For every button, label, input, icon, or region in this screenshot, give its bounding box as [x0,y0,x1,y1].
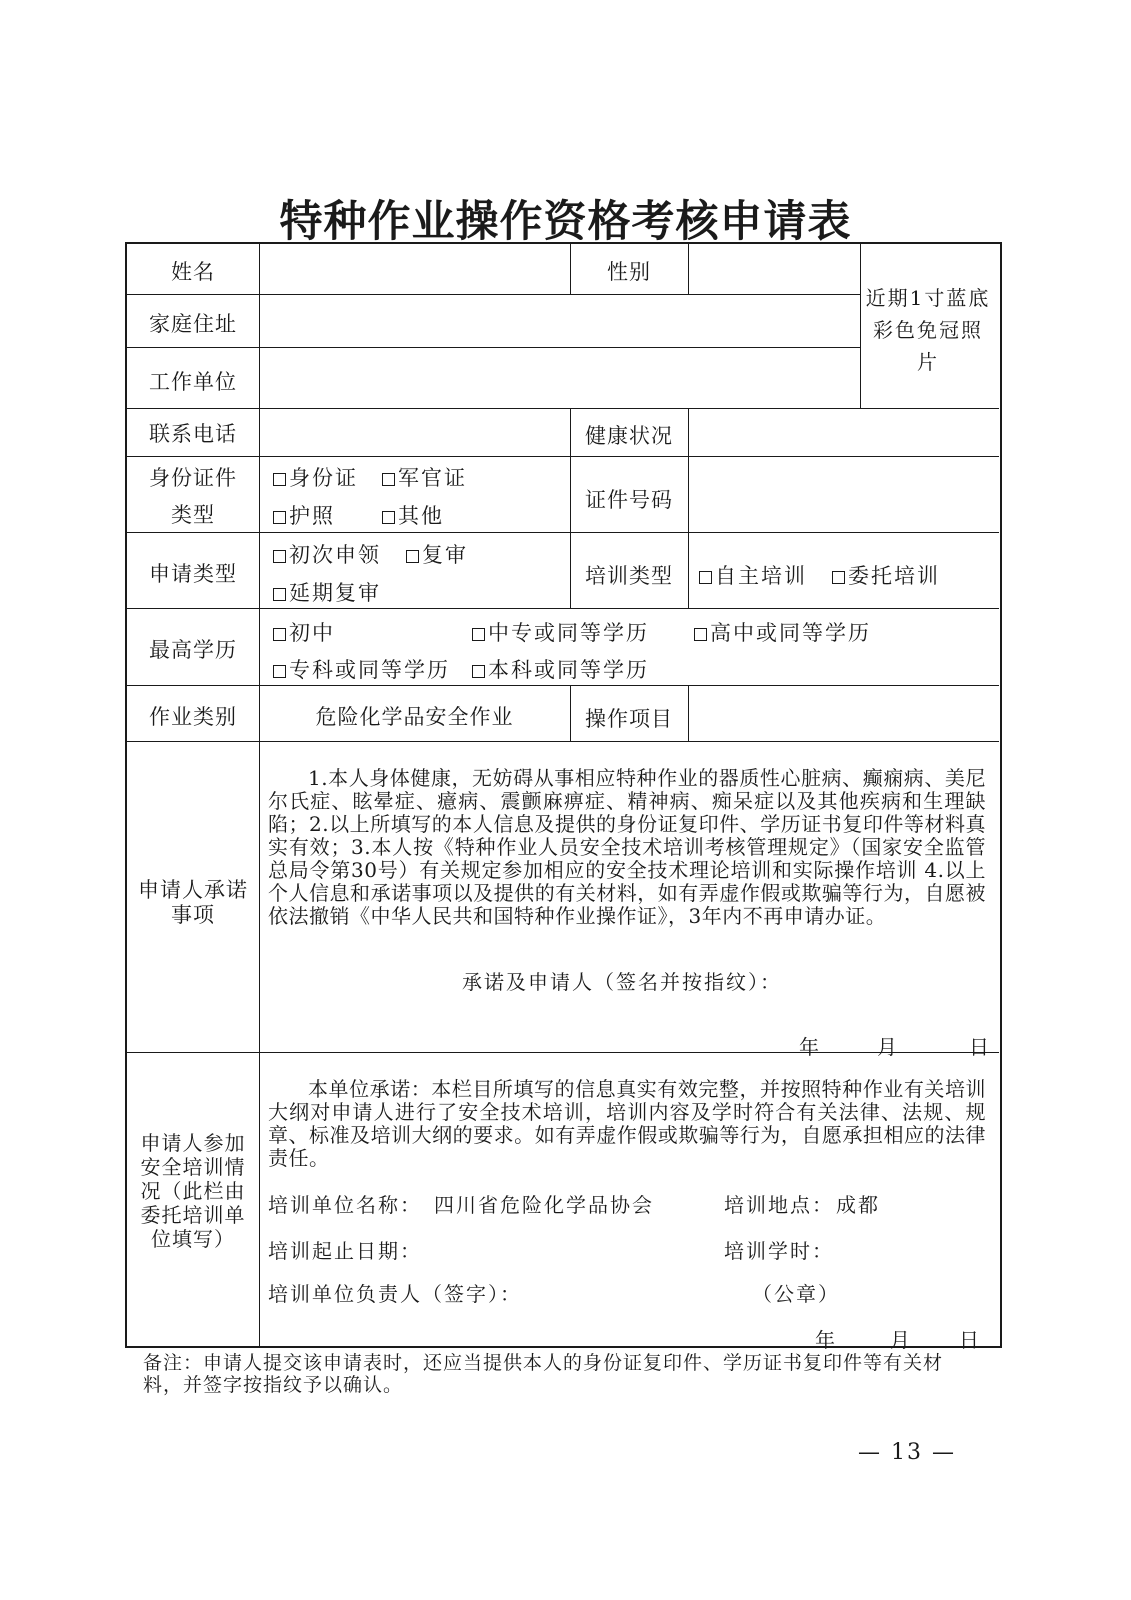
training-leader-label: 培训单位负责人（签字）： [268,1282,522,1306]
commitment-date-month: 月 [877,1035,899,1059]
option-other[interactable]: 其他 [382,500,444,530]
training-date-day: 日 [959,1328,981,1352]
checkbox-icon [273,511,286,524]
checkbox-icon [273,473,286,486]
checkbox-icon [273,665,286,678]
employer-label: 工作单位 [149,370,237,394]
phone-label: 联系电话 [149,422,237,446]
checkbox-icon [273,628,286,641]
option-college[interactable]: 专科或同等学历 [273,654,450,684]
work-category-value: 危险化学品安全作业 [315,705,514,729]
photo-placeholder: 近期1寸蓝底彩色免冠照片 [865,286,991,374]
training-place-label: 培训地点： [724,1193,834,1217]
training-hours-label: 培训学时： [724,1239,834,1263]
option-passport[interactable]: 护照 [273,500,335,530]
training-section-label: 申请人参加安全培训情况（此栏由委托培训单位填写） [140,1131,246,1251]
form-title: 特种作业操作资格考核申请表 [279,197,852,247]
checkbox-icon [832,571,845,584]
option-delayed-review[interactable]: 延期复审 [273,577,381,607]
health-label: 健康状况 [585,424,673,448]
option-first-apply[interactable]: 初次申领 [273,539,381,569]
training-place-value: 成都 [836,1193,880,1217]
education-label: 最高学历 [149,638,237,662]
option-self-training[interactable]: 自主培训 [699,560,807,590]
checkbox-icon [472,665,485,678]
option-technical-secondary[interactable]: 中专或同等学历 [472,617,649,647]
checkbox-icon [472,628,485,641]
option-junior-high[interactable]: 初中 [273,617,335,647]
page-number: — 13 — [858,1440,956,1465]
checkbox-icon [406,550,419,563]
option-id-card[interactable]: 身份证 [273,462,358,492]
training-org-label: 培训单位名称： [268,1193,422,1217]
training-org-value: 四川省危险化学品协会 [434,1193,654,1217]
id-type-label-line2: 类型 [171,503,215,527]
name-label: 姓名 [171,260,215,284]
gender-label: 性别 [607,260,651,284]
footnote: 备注：申请人提交该申请表时，还应当提供本人的身份证复印件、学历证书复印件等有关材料，并签字按指纹予以确认。 [143,1352,944,1396]
training-seal: （公章） [752,1282,840,1306]
operation-item-label: 操作项目 [585,707,673,731]
commitment-date-year: 年 [799,1035,821,1059]
option-entrusted-training[interactable]: 委托培训 [832,560,940,590]
checkbox-icon [699,571,712,584]
checkbox-icon [382,473,395,486]
checkbox-icon [382,511,395,524]
id-type-label-line1: 身份证件 [149,466,237,490]
work-category-label: 作业类别 [149,705,237,729]
checkbox-icon [273,550,286,563]
checkbox-icon [273,588,286,601]
training-date-month: 月 [890,1328,912,1352]
commitment-text: 1.本人身体健康，无妨碍从事相应特种作业的器质性心脏病、癫痫病、美尼尔氏症、眩晕症、癔病、震颤麻痹症、精神病、痴呆症以及其他疾病和生理缺陷；2.以上所填写的本人信息及提供的身份证复印件、学历证书复印件等材料真实有效；3.本人按《特种作业人员安全技术培训考核管理规定》（国家安全监管总局令第30号）有关规定参加相应的安全技术理论培训和实际操作培训 4.以上个人信息和承诺事项以及提供的有关材料，如有弄虚作假或欺骗等行为，自愿被依法撤销《中华人民共和国特种作业操作证》，3年内不再申请办证。 [268,766,986,928]
address-label: 家庭住址 [149,312,237,336]
option-senior-high[interactable]: 高中或同等学历 [694,617,871,647]
apply-type-label: 申请类型 [149,562,237,586]
commitment-date-day: 日 [969,1035,991,1059]
training-text: 本单位承诺：本栏目所填写的信息真实有效完整，并按照特种作业有关培训大纲对申请人进行了安全技术培训，培训内容及学时符合有关法律、法规、规章、标准及培训大纲的要求。如有弄虚作假或欺骗等行为，自愿承担相应的法律责任。 [268,1077,986,1170]
training-date-year: 年 [815,1328,837,1352]
commitment-label-line2: 事项 [171,903,215,927]
id-number-label: 证件号码 [585,488,673,512]
checkbox-icon [694,628,707,641]
option-bachelor[interactable]: 本科或同等学历 [472,654,649,684]
training-dates-label: 培训起止日期： [268,1239,422,1263]
option-military-id[interactable]: 军官证 [382,462,467,492]
commitment-signature-label: 承诺及申请人（签名并按指纹）： [462,970,782,994]
training-type-label: 培训类型 [585,564,673,588]
option-review[interactable]: 复审 [406,539,468,569]
commitment-label-line1: 申请人承诺 [138,878,248,902]
application-form [125,242,1002,1352]
